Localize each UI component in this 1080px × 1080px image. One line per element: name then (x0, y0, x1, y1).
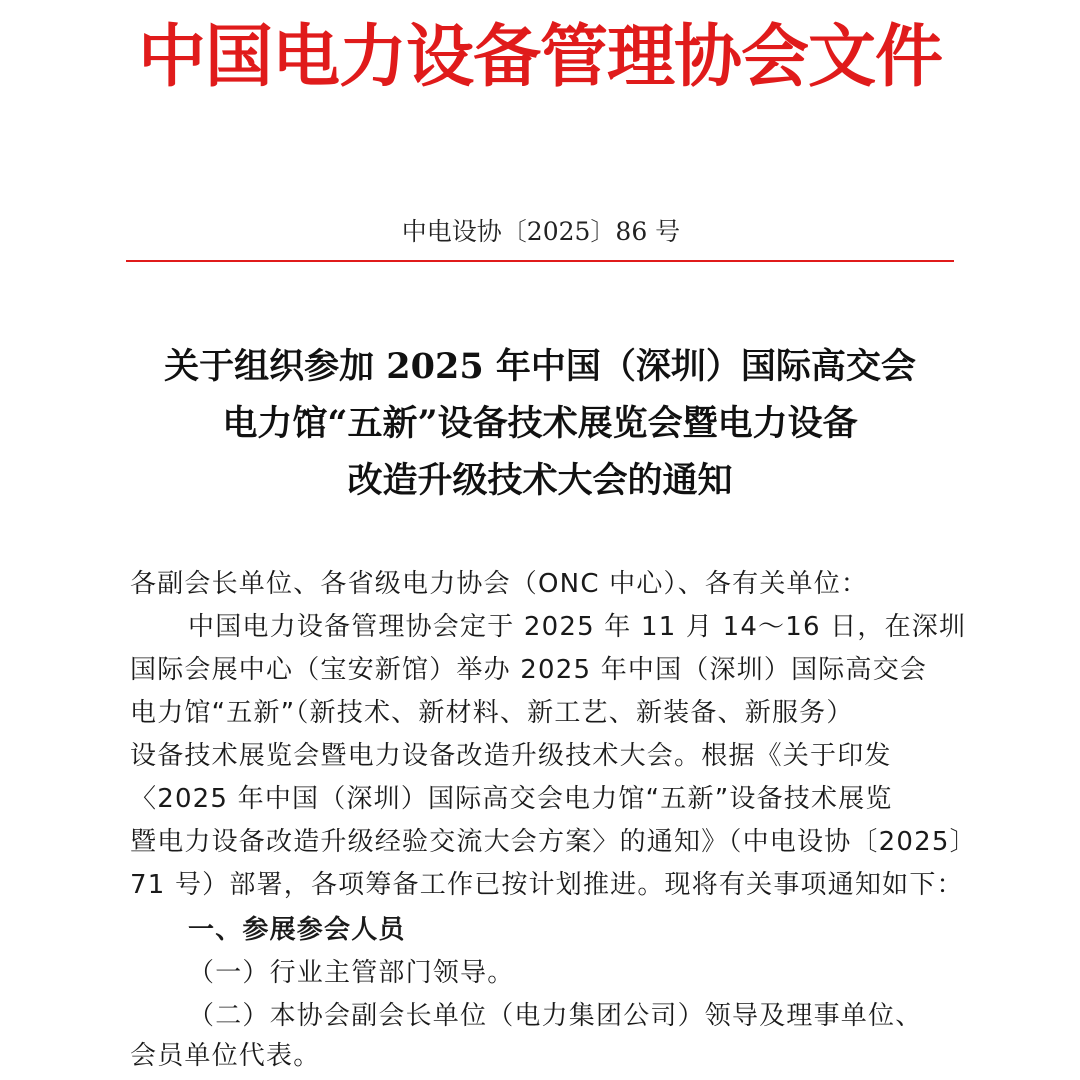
section-heading: 一、参展参会人员 (188, 915, 406, 945)
red-divider-line (126, 260, 954, 262)
paragraph-line: 71 号）部署，各项筹备工作已按计划推进。现将有关事项通知如下： (130, 870, 964, 900)
notice-title-line: 电力馆“五新”设备技术展览会暨电力设备 (222, 403, 858, 444)
paragraph-line: 设备技术展览会暨电力设备改造升级技术大会。根据《关于印发 (130, 741, 892, 771)
list-item: （一）行业主管部门领导。 (188, 958, 515, 988)
paragraph-line: 国际会展中心（宝安新馆）举办 2025 年中国（深圳）国际高交会 (130, 655, 928, 685)
notice-title-line: 改造升级技术大会的通知 (347, 460, 733, 501)
paragraph-line: 〈2025 年中国（深圳）国际高交会电力馆“五新”设备技术展览 (130, 784, 893, 814)
notice-title (80, 338, 1000, 509)
paragraph-line: 中国电力设备管理协会定于 2025 年 11 月 14～16 日，在深圳 (188, 612, 967, 642)
list-item-continuation: 会员单位代表。 (130, 1041, 321, 1071)
salutation: 各副会长单位、各省级电力协会（ONC 中心）、各有关单位： (130, 569, 869, 599)
org-letterhead-title: 中国电力设备管理协会文件 (137, 17, 942, 97)
list-item: （二）本协会副会长单位（电力集团公司）领导及理事单位、 (188, 1001, 923, 1031)
document-number: 中电设协〔2025〕86 号 (401, 217, 681, 246)
notice-title-line: 关于组织参加 2025 年中国（深圳）国际高交会 (164, 346, 916, 387)
paragraph-line: 暨电力设备改造升级经验交流大会方案〉的通知》（中电设协〔2025〕 (130, 827, 977, 857)
paragraph-line: 电力馆“五新”（新技术、新材料、新工艺、新装备、新服务） (130, 698, 854, 728)
